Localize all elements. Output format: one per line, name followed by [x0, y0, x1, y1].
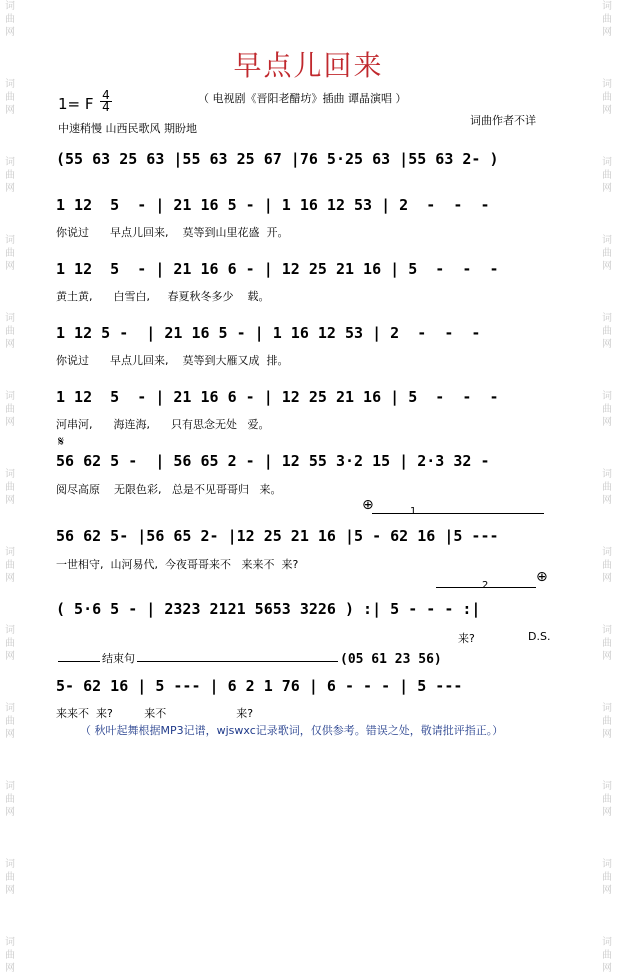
song-title: 早点儿回来: [233, 49, 384, 82]
time-bottom: 4: [100, 101, 112, 113]
lyrics-row-3: 黄土黄, 白雪白, 春夏秋冬多少 载。: [56, 290, 270, 303]
notation-row-7: 56 62 5- |56 65 2- |12 25 21 16 |5 - 62 16 |5 ---: [56, 527, 499, 545]
lyrics-row-7: 一世相守, 山河易代, 今夜哥哥来不 来来不 来?: [56, 558, 299, 571]
pickup-notes: (05 61 23 56): [340, 652, 442, 667]
song-subtitle: （ 电视剧《晋阳老醋坊》插曲 谭晶演唱 ）: [198, 92, 407, 105]
notation-row-8: ( 5·6 5 - | 2323 2121 5653 3226 ) :| 5 - - - :|: [56, 600, 481, 618]
watermark-right: 词 曲 网 词 曲 网 词 曲 网 词 曲 网 词 曲 网 词 曲 网 词 曲 网 词 曲 网 词 曲 网 词 曲 网 词 曲 网 词 曲 网 词 曲 网: [602, 1, 612, 974]
time-signature: [100, 90, 112, 113]
notation-row-6: 56 62 5 - | 56 65 2 - | 12 55 3·2 15 | 2·3 32 -: [56, 452, 490, 470]
footer-note: （ 秋叶起舞根据MP3记谱，wjswxc记录歌词，仅供参考。错误之处，敬请批评指正。）: [80, 724, 504, 737]
key-signature: 1= F: [58, 95, 94, 113]
ending-1-bracket: [372, 513, 544, 514]
lyrics-row-9: 来来不 来? 来不 来?: [56, 707, 254, 720]
coda-sign-2: ⊕: [536, 569, 548, 585]
author-note: 词曲作者不详: [470, 114, 536, 127]
ending-2-label: 2: [482, 580, 489, 591]
ending-1-label: 1: [410, 506, 417, 517]
notation-row-1: (55 63 25 63 |55 63 25 67 |76 5·25 63 |55 63 2- ): [56, 150, 499, 168]
lyrics-row-4: 你说过 早点儿回来, 莫等到大雁又成 排。: [56, 354, 289, 367]
ending-phrase-label: 结束句: [102, 652, 135, 665]
segno-sign: 𝄋: [58, 434, 65, 450]
notation-row-5: 1 12 5 - | 21 16 6 - | 12 25 21 16 | 5 - - -: [56, 388, 499, 406]
lyrics-row-6: 阅尽高原 无限色彩, 总是不见哥哥归 来。: [56, 483, 282, 496]
lyrics-row-8: 来?: [458, 632, 475, 645]
lyrics-row-2: 你说过 早点儿回来, 莫等到山里花盛 开。: [56, 226, 289, 239]
notation-row-2: 1 12 5 - | 21 16 5 - | 1 16 12 53 | 2 - - -: [56, 196, 490, 214]
lyrics-row-5: 河串河, 海连海, 只有思念无处 爱。: [56, 418, 270, 431]
tempo-marking: 中速稍慢 山西民歌风 期盼地: [58, 122, 197, 135]
notation-row-4: 1 12 5 - | 21 16 5 - | 1 16 12 53 | 2 - - -: [56, 324, 481, 342]
notation-row-3: 1 12 5 - | 21 16 6 - | 12 25 21 16 | 5 - - -: [56, 260, 499, 278]
notation-row-9: 5- 62 16 | 5 --- | 6 2 1 76 | 6 - - - | 5 ---: [56, 677, 463, 695]
time-top: 4: [102, 88, 110, 102]
ds-marking: D.S.: [528, 630, 551, 643]
watermark-left: 词 曲 网 词 曲 网 词 曲 网 词 曲 网 词 曲 网 词 曲 网 词 曲 网 词 曲 网 词 曲 网 词 曲 网 词 曲 网 词 曲 网 词 曲 网: [5, 1, 15, 974]
coda-sign: ⊕: [362, 497, 374, 513]
